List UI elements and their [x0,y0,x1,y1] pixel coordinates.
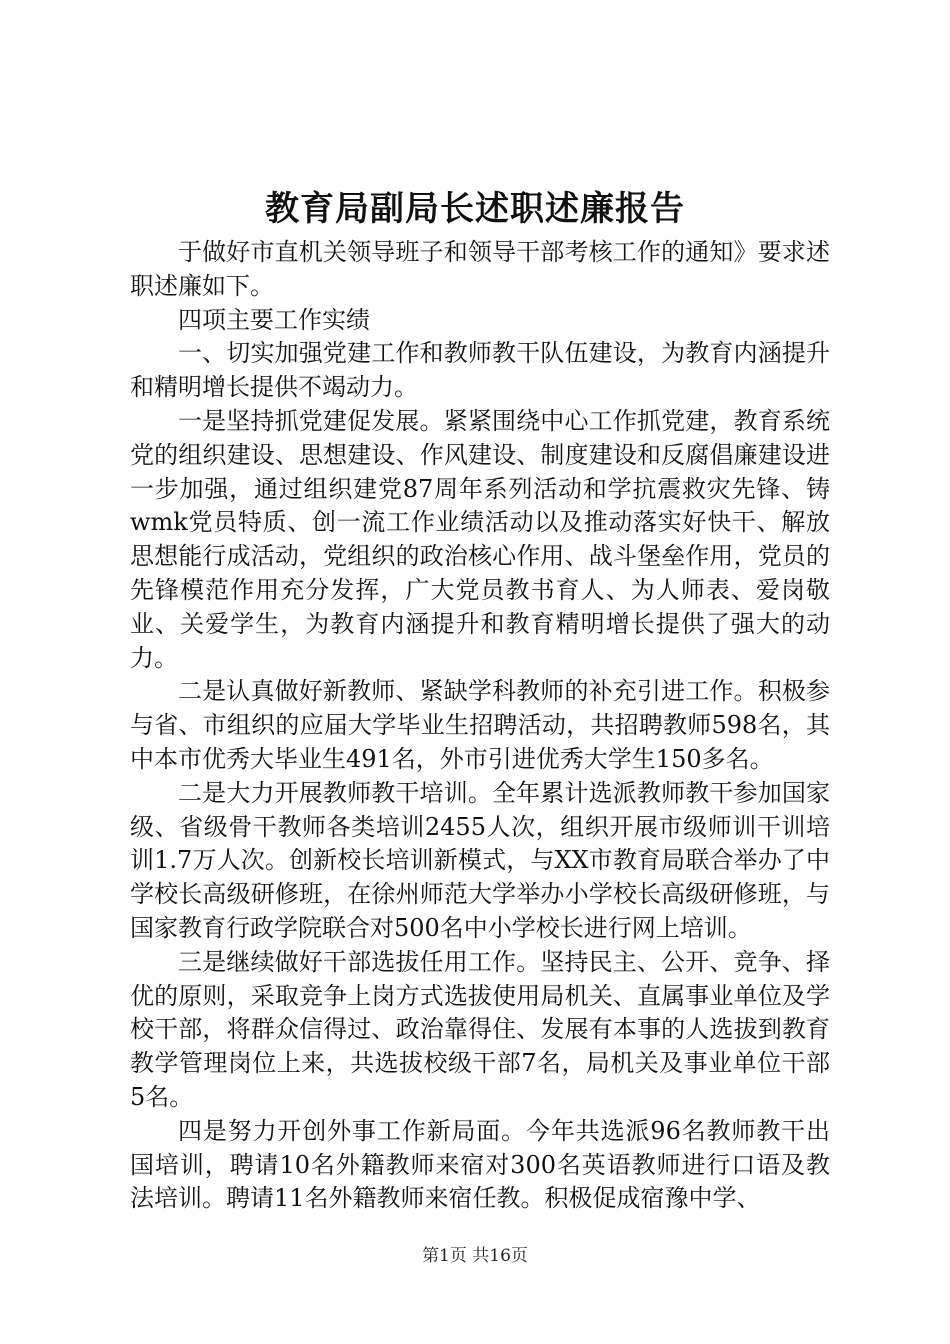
document-body [130,236,830,1216]
paragraph: 三是继续做好干部选拔任用工作。坚持民主、公开、竞争、择优的原则，采取竞争上岗方式选拔使用局机关、直属事业单位及学校干部，将群众信得过、政治靠得住、发展有本事的人选拔到教育教学管理岗位上来，共选拔校级干部7名，局机关及事业单位干部5名。 [130,947,830,1111]
paragraph: 二是认真做好新教师、紧缺学科教师的补充引进工作。积极参与省、市组织的应届大学毕业生招聘活动，共招聘教师598名，其中本市优秀大毕业生491名，外市引进优秀大学生150多名。 [130,677,830,773]
paragraph: 四是努力开创外事工作新局面。今年共选派96名教师教干出国培训，聘请10名外籍教师来宿对300名英语教师进行口语及教法培训。聘请11名外籍教师来宿任教。积极促成宿豫中学、 [130,1116,830,1213]
document-title: 教育局副局长述职述廉报告 [265,189,685,229]
paragraph: 二是大力开展教师教干培训。全年累计选派教师教干参加国家级、省级骨干教师各类培训2455人次，组织开展市级师训干训培训1.7万人次。创新校长培训新模式，与XX市教育局联合举办了中学校长高级研修班，在徐州师范大学举办小学校长高级研修班，与国家教育行政学院联合对500名中小学校长进行网上培训。 [130,778,830,942]
paragraph: 于做好市直机关领导班子和领导干部考核工作的通知》要求述职述廉如下。 [130,238,830,300]
paragraph: 四项主要工作实绩 [178,305,370,334]
paragraph: 一是坚持抓党建促发展。紧紧围绕中心工作抓党建，教育系统党的组织建设、思想建设、作风建设、制度建设和反腐倡廉建设进一步加强，通过组织建党87周年系列活动和学抗震救灾先锋、铸wmk党员特质、创一流工作业绩活动以及推动落实好快干、解放思想能行成活动，党组织的政治核心作用、战斗堡垒作用，党员的先锋模范作用充分发挥，广大党员教书育人、为人师表、爱岗敬业、关爱学生，为教育内涵提升和教育精明增长提供了强大的动力。 [130,406,830,672]
page-number-footer: 第1页 共16页 [422,1246,528,1266]
paragraph: 一、切实加强党建工作和教师教干队伍建设，为教育内涵提升和精明增长提供不竭动力。 [130,339,830,402]
